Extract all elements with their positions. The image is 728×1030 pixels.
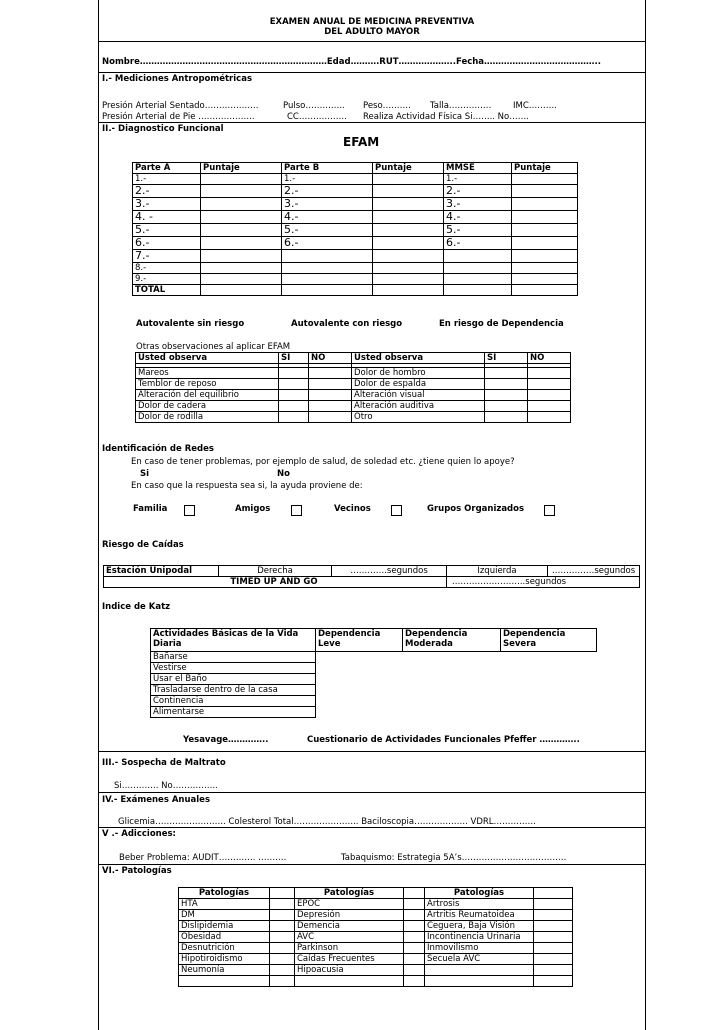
efam-score-cell[interactable] bbox=[373, 237, 444, 250]
patologia-check[interactable] bbox=[270, 921, 295, 932]
patologia-check[interactable] bbox=[534, 932, 573, 943]
efam-empty-cell bbox=[512, 274, 578, 285]
katz-leve[interactable] bbox=[316, 674, 403, 685]
patologia-check[interactable] bbox=[534, 954, 573, 965]
efam-m-cell: 3.- bbox=[444, 198, 512, 211]
efam-empty-cell bbox=[373, 263, 444, 274]
patologia-check[interactable] bbox=[404, 976, 425, 987]
efam-score-cell[interactable] bbox=[201, 224, 282, 237]
obs-header: SI bbox=[279, 353, 309, 364]
patologia-item: Artrosis bbox=[425, 899, 534, 910]
patologia-check[interactable] bbox=[270, 910, 295, 921]
patologia-item: Demencia bbox=[295, 921, 404, 932]
efam-a-cell: 4. - bbox=[133, 211, 201, 224]
patologia-check[interactable] bbox=[534, 910, 573, 921]
obs-no[interactable] bbox=[528, 390, 571, 401]
efam-a-cell: 6.- bbox=[133, 237, 201, 250]
efam-a-cell: 3.- bbox=[133, 198, 201, 211]
patologia-item: Secuela AVC bbox=[425, 954, 534, 965]
patologia-item: Hipotiroidismo bbox=[179, 954, 270, 965]
observations-table bbox=[135, 352, 571, 423]
pa-pie: Presión Arterial de Pie ……………….. bbox=[102, 112, 255, 122]
patologias-check-col bbox=[270, 888, 295, 899]
divider bbox=[99, 72, 645, 73]
efam-empty-cell bbox=[444, 274, 512, 285]
efam-b-cell: 6.- bbox=[282, 237, 373, 250]
audit-line: Beber Problema: AUDIT…………. ………. bbox=[119, 853, 287, 863]
tabaquismo-line: Tabaquismo: Estrategia 5A’s………………………………. bbox=[341, 853, 567, 863]
efam-score-cell[interactable] bbox=[512, 224, 578, 237]
katz-moderada[interactable] bbox=[403, 685, 501, 696]
katz-header: Dependencia Leve bbox=[316, 629, 403, 652]
patologias-check-col bbox=[534, 888, 573, 899]
patologia-check[interactable] bbox=[534, 976, 573, 987]
divider bbox=[99, 864, 645, 865]
obs-intro: Otras observaciones al aplicar EFAM bbox=[136, 342, 291, 352]
efam-score-cell[interactable] bbox=[373, 198, 444, 211]
efam-header: Parte A bbox=[133, 163, 201, 174]
obs-si[interactable] bbox=[279, 368, 309, 379]
obs-item: Dolor de rodilla bbox=[136, 412, 279, 423]
obs-header: Usted observa bbox=[352, 353, 485, 364]
izquierda-segundos[interactable]: ……………segundos bbox=[548, 566, 640, 577]
katz-leve[interactable] bbox=[316, 663, 403, 674]
obs-si[interactable] bbox=[485, 412, 528, 423]
patologia-check[interactable] bbox=[270, 954, 295, 965]
efam-score-cell[interactable] bbox=[373, 224, 444, 237]
section-6-title: VI.- Patologías bbox=[102, 866, 172, 876]
patologias-table bbox=[178, 887, 573, 987]
option-amigos-label: Amigos bbox=[235, 504, 271, 514]
divider bbox=[99, 827, 645, 828]
efam-header: MMSE bbox=[444, 163, 512, 174]
patologia-item bbox=[295, 976, 404, 987]
izquierda-label: Izquierda bbox=[447, 566, 548, 577]
pfeffer: Cuestionario de Actividades Funcionales Pfeffer ………….. bbox=[307, 735, 580, 745]
obs-no[interactable] bbox=[309, 401, 352, 412]
efam-score-cell[interactable] bbox=[201, 185, 282, 198]
patient-id-line: Nombre…………………………………………………………Edad……….RUT………………..Fecha………………………………….. bbox=[102, 57, 602, 67]
efam-a-cell: 8.- bbox=[133, 263, 201, 274]
efam-score-cell[interactable] bbox=[512, 237, 578, 250]
efam-empty-cell bbox=[282, 285, 373, 296]
efam-m-cell: 6.- bbox=[444, 237, 512, 250]
result-autovalente-con-riesgo: Autovalente con riesgo bbox=[291, 319, 403, 329]
efam-a-cell: 5.- bbox=[133, 224, 201, 237]
patologias-check-col bbox=[404, 888, 425, 899]
efam-empty-cell bbox=[282, 274, 373, 285]
patologia-item: Obesidad bbox=[179, 932, 270, 943]
option-vecinos-label: Vecinos bbox=[334, 504, 371, 514]
estacion-unipodal: Estación Unipodal bbox=[104, 566, 219, 577]
katz-header: Actividades Básicas de la Vida Diaria bbox=[151, 629, 316, 652]
result-en-riesgo: En riesgo de Dependencia bbox=[439, 319, 564, 329]
patologia-check[interactable] bbox=[270, 943, 295, 954]
patologia-item: Depresión bbox=[295, 910, 404, 921]
caidas-title: Riesgo de Caídas bbox=[102, 540, 184, 550]
cc: CC…………….. bbox=[287, 112, 347, 122]
efam-empty-cell bbox=[444, 250, 512, 263]
efam-score-cell[interactable] bbox=[201, 250, 282, 263]
patologia-check[interactable] bbox=[404, 965, 425, 976]
obs-si[interactable] bbox=[279, 412, 309, 423]
efam-header: Puntaje bbox=[512, 163, 578, 174]
obs-no[interactable] bbox=[528, 401, 571, 412]
patologia-check[interactable] bbox=[270, 932, 295, 943]
redes-title: Identificación de Redes bbox=[102, 444, 214, 454]
peso: Peso………. bbox=[363, 101, 411, 111]
timed-up-segundos[interactable]: ……………………..segundos bbox=[447, 577, 640, 588]
option-grupos-label: Grupos Organizados bbox=[427, 504, 525, 514]
efam-header: Puntaje bbox=[373, 163, 444, 174]
efam-m-cell: 2.- bbox=[444, 185, 512, 198]
efam-header: Puntaje bbox=[201, 163, 282, 174]
patologia-check[interactable] bbox=[534, 943, 573, 954]
efam-a-cell: 1.- bbox=[133, 174, 201, 185]
efam-score-cell[interactable] bbox=[201, 263, 282, 274]
patologias-header: Patologías bbox=[179, 888, 270, 899]
efam-score-cell[interactable] bbox=[373, 211, 444, 224]
derecha-segundos[interactable]: ………….segundos bbox=[332, 566, 447, 577]
efam-m-cell: 5.- bbox=[444, 224, 512, 237]
amigos-checkbox[interactable] bbox=[291, 505, 302, 516]
efam-empty-cell bbox=[444, 285, 512, 296]
efam-a-cell: 9.- bbox=[133, 274, 201, 285]
redes-question-1: En caso de tener problemas, por ejemplo de salud, de soledad etc. ¿tiene quien lo apoye? bbox=[131, 457, 515, 467]
katz-activity: Alimentarse bbox=[151, 707, 316, 718]
efam-score-cell[interactable] bbox=[201, 174, 282, 185]
obs-no[interactable] bbox=[528, 412, 571, 423]
patologia-check[interactable] bbox=[404, 899, 425, 910]
efam-empty-cell bbox=[373, 285, 444, 296]
efam-m-cell: 4.- bbox=[444, 211, 512, 224]
katz-severa[interactable] bbox=[501, 663, 597, 674]
patologia-item: AVC bbox=[295, 932, 404, 943]
obs-no[interactable] bbox=[309, 379, 352, 390]
katz-moderada[interactable] bbox=[403, 652, 501, 663]
redes-no[interactable]: No bbox=[277, 469, 290, 479]
patologia-item: Desnutrición bbox=[179, 943, 270, 954]
patologia-item: Ceguera, Baja Visión bbox=[425, 921, 534, 932]
patologia-check[interactable] bbox=[270, 976, 295, 987]
divider bbox=[99, 122, 645, 123]
patologia-check[interactable] bbox=[404, 921, 425, 932]
katz-header: Dependencia Severa bbox=[501, 629, 597, 652]
katz-leve[interactable] bbox=[316, 652, 403, 663]
patologia-item: Hipoacusia bbox=[295, 965, 404, 976]
section-2-title: II.- Diagnostico Funcional bbox=[102, 124, 224, 134]
divider bbox=[99, 751, 645, 752]
katz-moderada[interactable] bbox=[403, 674, 501, 685]
efam-empty-cell bbox=[512, 250, 578, 263]
katz-title: Indice de Katz bbox=[102, 602, 171, 612]
redes-si[interactable]: Si bbox=[140, 469, 150, 479]
katz-activity: Vestirse bbox=[151, 663, 316, 674]
katz-activity: Continencia bbox=[151, 696, 316, 707]
patologia-check[interactable] bbox=[404, 932, 425, 943]
divider bbox=[99, 41, 645, 42]
patologia-item: Neumonía bbox=[179, 965, 270, 976]
patologia-item bbox=[425, 976, 534, 987]
obs-no[interactable] bbox=[528, 379, 571, 390]
caidas-table bbox=[103, 565, 640, 588]
efam-score-cell[interactable] bbox=[512, 198, 578, 211]
obs-si[interactable] bbox=[485, 379, 528, 390]
obs-no[interactable] bbox=[309, 368, 352, 379]
katz-severa[interactable] bbox=[501, 685, 597, 696]
obs-item: Temblor de reposo bbox=[136, 379, 279, 390]
efam-score-cell[interactable] bbox=[512, 174, 578, 185]
katz-leve[interactable] bbox=[316, 685, 403, 696]
obs-si[interactable] bbox=[485, 368, 528, 379]
efam-m-cell: 1.- bbox=[444, 174, 512, 185]
timed-up-and-go: TIMED UP AND GO bbox=[104, 577, 447, 588]
katz-moderada[interactable] bbox=[403, 707, 501, 718]
katz-severa[interactable] bbox=[501, 696, 597, 707]
patologia-check[interactable] bbox=[534, 899, 573, 910]
efam-score-cell[interactable] bbox=[201, 237, 282, 250]
efam-a-cell: 2.- bbox=[133, 185, 201, 198]
patologia-check[interactable] bbox=[534, 921, 573, 932]
obs-item: Alteración del equilibrio bbox=[136, 390, 279, 401]
katz-table bbox=[150, 628, 597, 718]
katz-severa[interactable] bbox=[501, 652, 597, 663]
patologia-item: Parkinson bbox=[295, 943, 404, 954]
efam-empty-cell bbox=[512, 285, 578, 296]
obs-item: Otro bbox=[352, 412, 485, 423]
grupos-checkbox[interactable] bbox=[544, 505, 555, 516]
katz-moderada[interactable] bbox=[403, 696, 501, 707]
efam-score-cell[interactable] bbox=[373, 174, 444, 185]
patologia-item: Incontinencia Urinaria bbox=[425, 932, 534, 943]
obs-si[interactable] bbox=[485, 401, 528, 412]
efam-empty-cell bbox=[373, 250, 444, 263]
efam-total-cell: TOTAL bbox=[133, 285, 201, 296]
obs-item: Alteración auditiva bbox=[352, 401, 485, 412]
katz-leve[interactable] bbox=[316, 707, 403, 718]
efam-score-cell[interactable] bbox=[201, 211, 282, 224]
result-autovalente-sin-riesgo: Autovalente sin riesgo bbox=[136, 319, 245, 329]
familia-checkbox[interactable] bbox=[184, 505, 195, 516]
efam-b-cell: 3.- bbox=[282, 198, 373, 211]
katz-severa[interactable] bbox=[501, 707, 597, 718]
obs-no[interactable] bbox=[528, 368, 571, 379]
patologia-item bbox=[425, 965, 534, 976]
patologia-check[interactable] bbox=[534, 965, 573, 976]
yesavage: Yesavage………….. bbox=[183, 735, 269, 745]
obs-item: Dolor de espalda bbox=[352, 379, 485, 390]
section-4-title: IV.- Exámenes Anuales bbox=[102, 795, 210, 805]
patologia-item: Inmovilismo bbox=[425, 943, 534, 954]
patologia-item: Caídas Frecuentes bbox=[295, 954, 404, 965]
patologia-check[interactable] bbox=[404, 910, 425, 921]
pa-sentado: Presión Arterial Sentado………………. bbox=[102, 101, 259, 111]
patologias-header: Patologías bbox=[295, 888, 404, 899]
katz-leve[interactable] bbox=[316, 696, 403, 707]
talla: Talla…………… bbox=[430, 101, 492, 111]
efam-score-cell[interactable] bbox=[201, 198, 282, 211]
obs-si[interactable] bbox=[279, 379, 309, 390]
patologia-item bbox=[179, 976, 270, 987]
obs-no[interactable] bbox=[309, 412, 352, 423]
obs-si[interactable] bbox=[485, 390, 528, 401]
obs-header: NO bbox=[528, 353, 571, 364]
patologias-header: Patologías bbox=[425, 888, 534, 899]
efam-score-cell[interactable] bbox=[201, 285, 282, 296]
efam-b-cell: 2.- bbox=[282, 185, 373, 198]
katz-activity: Bañarse bbox=[151, 652, 316, 663]
obs-item: Mareos bbox=[136, 368, 279, 379]
option-familia-label: Familia bbox=[133, 504, 168, 514]
efam-empty-cell bbox=[282, 263, 373, 274]
maltrato-line: Si…………. No……………. bbox=[114, 781, 218, 791]
katz-activity: Trasladarse dentro de la casa bbox=[151, 685, 316, 696]
section-1-title: I.- Mediciones Antropométricas bbox=[102, 74, 252, 84]
patologia-item: Dislipidemia bbox=[179, 921, 270, 932]
pulso: Pulso………….. bbox=[283, 101, 345, 111]
obs-header: SI bbox=[485, 353, 528, 364]
imc: IMC………. bbox=[513, 101, 557, 111]
efam-score-cell[interactable] bbox=[201, 274, 282, 285]
obs-no[interactable] bbox=[309, 390, 352, 401]
efam-empty-cell bbox=[512, 263, 578, 274]
efam-a-cell: 7.- bbox=[133, 250, 201, 263]
katz-header: Dependencia Moderada bbox=[403, 629, 501, 652]
examenes-line: Glicemia……………………. Colesterol Total………………….. Baciloscopia………………. VDRL…………… bbox=[118, 817, 537, 827]
efam-empty-cell bbox=[444, 263, 512, 274]
efam-b-cell: 4.- bbox=[282, 211, 373, 224]
obs-si[interactable] bbox=[279, 401, 309, 412]
katz-severa[interactable] bbox=[501, 674, 597, 685]
form-subtitle: DEL ADULTO MAYOR bbox=[324, 27, 420, 37]
obs-item: Alteración visual bbox=[352, 390, 485, 401]
redes-question-2: En caso que la respuesta sea si, la ayuda proviene de: bbox=[131, 481, 363, 491]
obs-item: Dolor de hombro bbox=[352, 368, 485, 379]
patologia-check[interactable] bbox=[270, 899, 295, 910]
patologia-item: Artritis Reumatoidea bbox=[425, 910, 534, 921]
vecinos-checkbox[interactable] bbox=[391, 505, 402, 516]
obs-si[interactable] bbox=[279, 390, 309, 401]
divider bbox=[99, 792, 645, 793]
obs-header: Usted observa bbox=[136, 353, 279, 364]
section-5-title: V .- Adicciones: bbox=[102, 829, 176, 839]
efam-score-cell[interactable] bbox=[373, 185, 444, 198]
section-3-title: III.- Sospecha de Maltrato bbox=[102, 758, 226, 768]
patologia-item: HTA bbox=[179, 899, 270, 910]
efam-b-cell: 5.- bbox=[282, 224, 373, 237]
katz-moderada[interactable] bbox=[403, 663, 501, 674]
katz-activity: Usar el Baño bbox=[151, 674, 316, 685]
actividad-fisica: Realiza Actividad Física Si…….. No……. bbox=[363, 112, 529, 122]
exam-form bbox=[98, 0, 646, 1030]
patologia-check[interactable] bbox=[270, 965, 295, 976]
efam-score-cell[interactable] bbox=[512, 185, 578, 198]
patologia-item: EPOC bbox=[295, 899, 404, 910]
efam-title: EFAM bbox=[343, 135, 380, 149]
patologia-item: DM bbox=[179, 910, 270, 921]
efam-header: Parte B bbox=[282, 163, 373, 174]
form-title: EXAMEN ANUAL DE MEDICINA PREVENTIVA bbox=[269, 17, 475, 27]
patologia-check[interactable] bbox=[404, 943, 425, 954]
efam-empty-cell bbox=[373, 274, 444, 285]
efam-score-cell[interactable] bbox=[512, 211, 578, 224]
obs-item: Dolor de cadera bbox=[136, 401, 279, 412]
derecha-label: Derecha bbox=[219, 566, 332, 577]
efam-table bbox=[132, 162, 578, 296]
efam-empty-cell bbox=[282, 250, 373, 263]
efam-b-cell: 1.- bbox=[282, 174, 373, 185]
obs-header: NO bbox=[309, 353, 352, 364]
patologia-check[interactable] bbox=[404, 954, 425, 965]
